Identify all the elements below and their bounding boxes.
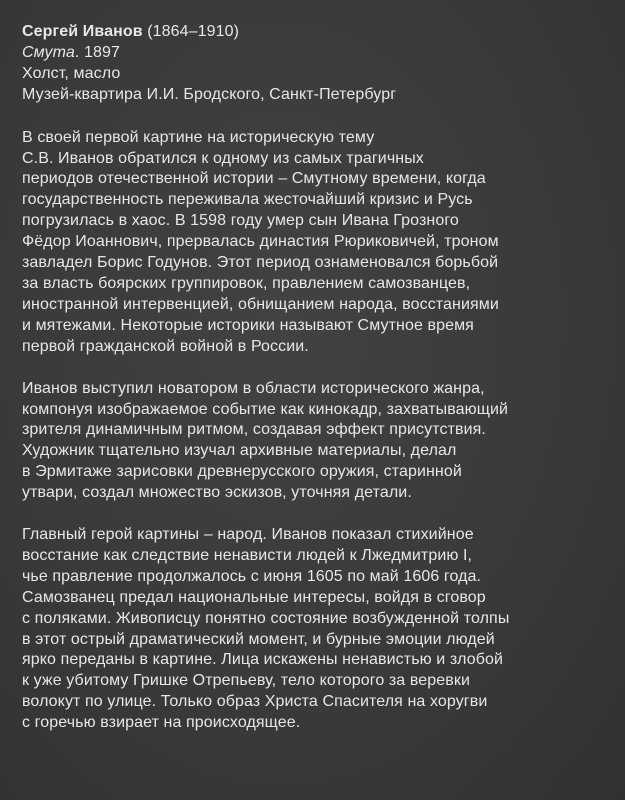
paragraph-line: за власть боярских группировок, правлением самозванцев, [22,274,471,292]
paragraph-line: С.В. Иванов обратился к одному из самых трагичных [22,149,424,167]
paragraph-line: волокут по улице. Только образ Христа Спасителя на хоругви [22,693,488,711]
work-title: Смута [22,43,75,61]
work-line [22,43,618,64]
paragraph-line: В своей первой картине на историческую тему [22,128,375,146]
museum-label [22,22,618,734]
collection: Музей-квартира И.И. Бродского, Санкт-Петербург [22,85,397,103]
paragraph-line: ярко переданы в картине. Лица искажены ненавистью и злобой [22,651,504,669]
paragraph-line: Художник тщательно изучал архивные материалы, делал [22,442,457,460]
label-header [22,22,618,106]
paragraph-line: погрузилась в хаос. В 1598 году умер сын Ивана Грозного [22,212,459,230]
medium: Холст, масло [22,64,121,82]
paragraph-line: компонуя изображаемое событие как кинокадр, захватывающий [22,400,509,418]
paragraph-line: в Эрмитаже зарисовки древнерусского оружия, старинной [22,463,462,481]
paragraph-line: с поляками. Живописцу понятно состояние возбужденной толпы [22,609,510,627]
paragraph-line: Фёдор Иоаннович, прервалась династия Рюриковичей, троном [22,233,499,251]
paragraph-line: утвари, создал множество эскизов, уточняя детали. [22,484,412,502]
paragraph-line: восстание как следствие ненависти людей к Лжедмитрию I, [22,546,473,564]
paragraph-2 [22,379,618,504]
paragraph-line: Самозванец предал национальные интересы, войдя в сговор [22,588,486,606]
paragraph-line: Главный герой картины – народ. Иванов показал стихийное [22,526,474,544]
paragraph-3 [22,525,618,734]
paragraph-line: к уже убитому Гришке Отрепьеву, тело которого за веревки [22,672,470,690]
paragraph-line: первой гражданской войной в России. [22,337,309,355]
paragraph-line: в этот острый драматический момент, и бурные эмоции людей [22,630,495,648]
paragraph-line: периодов отечественной истории – Смутному времени, когда [22,170,486,188]
artist-name: Сергей Иванов [22,23,143,40]
paragraph-line: государственность переживала жесточайший кризис и Русь [22,191,473,209]
paragraph-1 [22,128,618,358]
paragraph-line: иностранной интервенцией, обнищанием народа, восстаниями [22,295,499,313]
paragraph-line: с горечью взирает на происходящее. [22,714,301,732]
work-year: . 1897 [74,43,120,61]
artist-dates: (1864–1910) [142,23,240,40]
artist-line [22,22,618,43]
paragraph-line: зрителя динамичным ритмом, создавая эффект присутствия. [22,421,486,439]
paragraph-line: Иванов выступил новатором в области исторического жанра, [22,379,485,397]
paragraph-line: чье правление продолжалось с июня 1605 по май 1606 года. [22,567,482,585]
paragraph-line: завладел Борис Годунов. Этот период ознаменовался борьбой [22,254,499,272]
paragraph-line: и мятежами. Некоторые историки называют Смутное время [22,316,474,334]
